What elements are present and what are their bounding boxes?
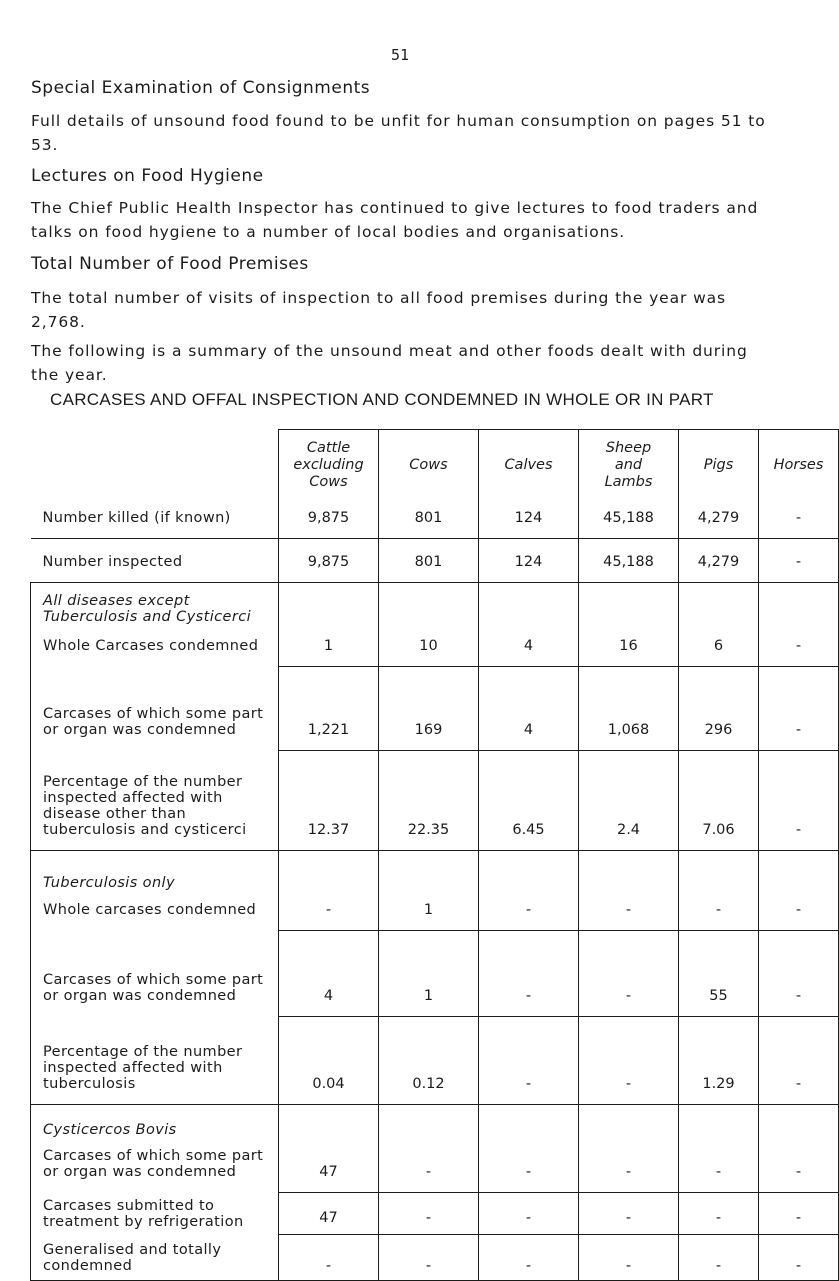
tb-whole-cows: 1: [379, 850, 479, 930]
carcases-table: [30, 429, 839, 1281]
all-whole-horses: -: [759, 583, 839, 667]
col-header-horses: Horses: [773, 457, 824, 473]
all-percent-cows: 22.35: [379, 750, 479, 850]
cyst-part-sheep: -: [579, 1104, 679, 1192]
killed-sheep: 45,188: [603, 510, 654, 526]
all-part-cattle: 1,221: [279, 666, 379, 750]
table-row-inspected: [31, 539, 839, 583]
tb-percent-cows: 0.12: [379, 1016, 479, 1104]
all-part-pigs: 296: [679, 666, 759, 750]
table-row-killed: [31, 430, 839, 539]
page-number: 51: [390, 46, 410, 64]
tb-percent-label: Percentage of the number inspected affected with tuberculosis: [31, 1016, 279, 1104]
cysticercos-heading: Cysticercos Bovis: [43, 1122, 177, 1138]
tb-whole-calves: -: [479, 850, 579, 930]
tb-part-cattle: 4: [279, 930, 379, 1016]
tb-whole-label: Whole carcases condemned: [43, 902, 257, 918]
tb-percent-sheep: -: [579, 1016, 679, 1104]
all-whole-cattle: 1: [279, 583, 379, 667]
col-horses: [759, 430, 839, 539]
inspected-calves: 124: [479, 539, 579, 583]
cyst-part-calves: -: [479, 1104, 579, 1192]
tb-whole-cell: [31, 850, 279, 930]
tb-part-label: Carcases of which some part or organ was condemned: [31, 930, 279, 1016]
col-header-cattle: Cattle excluding Cows: [293, 440, 364, 490]
cyst-general-pigs: -: [679, 1234, 759, 1280]
col-calves: [479, 430, 579, 539]
col-header-pigs: Pigs: [703, 457, 734, 473]
inspected-pigs: 4,279: [679, 539, 759, 583]
cyst-refrig-label: Carcases submitted to treatment by refrigeration: [31, 1192, 279, 1234]
all-whole-cows: 10: [379, 583, 479, 667]
all-percent-cattle: 12.37: [279, 750, 379, 850]
all-part-cows: 169: [379, 666, 479, 750]
killed-cows: 801: [414, 510, 443, 526]
table-row-all-percent: [31, 750, 839, 850]
all-whole-pigs: 6: [679, 583, 759, 667]
tb-part-horses: -: [759, 930, 839, 1016]
tb-whole-horses: -: [759, 850, 839, 930]
all-percent-sheep: 2.4: [579, 750, 679, 850]
food-premises-text: The total number of visits of inspection to all food premises during the year was 2,768.: [31, 289, 727, 331]
col-sheep: [579, 430, 679, 539]
col-header-sheep: Sheep and Lambs: [604, 440, 653, 490]
cyst-part-pigs: -: [679, 1104, 759, 1192]
all-percent-calves: 6.45: [479, 750, 579, 850]
cyst-part-label: Carcases of which some part or organ was condemned: [43, 1148, 264, 1180]
heading-special-examination: Special Examination of Consignments: [31, 78, 371, 98]
table-row-tb-part: [31, 930, 839, 1016]
table-row-cyst-part: [31, 1104, 839, 1192]
tuberculosis-heading: Tuberculosis only: [43, 875, 175, 891]
all-diseases-whole-cell: [31, 583, 279, 667]
special-examination-text: Full details of unsound food found to be unfit for human consumption on pages 51 to 53.: [31, 112, 766, 154]
cyst-refrig-pigs: -: [679, 1192, 759, 1234]
tb-percent-calves: -: [479, 1016, 579, 1104]
inspected-cattle: 9,875: [279, 539, 379, 583]
all-part-horses: -: [759, 666, 839, 750]
all-percent-horses: -: [759, 750, 839, 850]
all-diseases-heading: All diseases except Tuberculosis and Cysticerci: [43, 593, 252, 625]
all-part-sheep: 1,068: [579, 666, 679, 750]
col-pigs: [679, 430, 759, 539]
tb-part-cows: 1: [379, 930, 479, 1016]
tb-percent-horses: -: [759, 1016, 839, 1104]
col-header-cows: Cows: [409, 457, 448, 473]
table-title: CARCASES AND OFFAL INSPECTION AND CONDEMNED IN WHOLE OR IN PART: [50, 390, 714, 409]
inspected-horses: -: [759, 539, 839, 583]
table-row-tb-whole: [31, 850, 839, 930]
table-row-cyst-general: [31, 1234, 839, 1280]
inspected-sheep: 45,188: [579, 539, 679, 583]
all-whole-sheep: 16: [579, 583, 679, 667]
cyst-general-label: Generalised and totally condemned: [31, 1234, 279, 1280]
tb-part-calves: -: [479, 930, 579, 1016]
all-whole-calves: 4: [479, 583, 579, 667]
all-part-label: Carcases of which some part or organ was condemned: [31, 666, 279, 750]
cyst-refrig-cattle: 47: [279, 1192, 379, 1234]
summary-text: The following is a summary of the unsound meat and other foods dealt with during the year.: [31, 342, 748, 384]
table-row-all-whole: [31, 583, 839, 667]
col-cows: [379, 430, 479, 539]
cyst-general-cows: -: [379, 1234, 479, 1280]
heading-lectures: Lectures on Food Hygiene: [31, 166, 264, 186]
cyst-part-cows: -: [379, 1104, 479, 1192]
all-whole-label: Whole Carcases condemned: [43, 638, 259, 654]
killed-pigs: 4,279: [697, 510, 740, 526]
cyst-general-sheep: -: [579, 1234, 679, 1280]
cyst-refrig-sheep: -: [579, 1192, 679, 1234]
inspected-label: Number inspected: [31, 539, 279, 583]
heading-food-premises: Total Number of Food Premises: [31, 254, 309, 274]
cyst-general-horses: -: [759, 1234, 839, 1280]
tb-percent-cattle: 0.04: [279, 1016, 379, 1104]
table-row-all-part: [31, 666, 839, 750]
all-percent-pigs: 7.06: [679, 750, 759, 850]
killed-horses: -: [795, 510, 802, 526]
cyst-part-cell: [31, 1104, 279, 1192]
lectures-text: The Chief Public Health Inspector has continued to give lectures to food traders and talks on food hygiene to a number of local bodies and organisations.: [31, 199, 759, 241]
all-part-calves: 4: [479, 666, 579, 750]
table-row-tb-percent: [31, 1016, 839, 1104]
cyst-refrig-calves: -: [479, 1192, 579, 1234]
cyst-general-calves: -: [479, 1234, 579, 1280]
tb-part-pigs: 55: [679, 930, 759, 1016]
inspected-cows: 801: [379, 539, 479, 583]
cyst-part-horses: -: [759, 1104, 839, 1192]
killed-label: Number killed (if known): [31, 430, 279, 539]
col-cattle: [279, 430, 379, 539]
cyst-general-cattle: -: [279, 1234, 379, 1280]
tb-whole-cattle: -: [279, 850, 379, 930]
killed-cattle: 9,875: [307, 510, 350, 526]
cyst-refrig-horses: -: [759, 1192, 839, 1234]
tb-part-sheep: -: [579, 930, 679, 1016]
tb-whole-pigs: -: [679, 850, 759, 930]
tb-percent-pigs: 1.29: [679, 1016, 759, 1104]
table-row-cyst-refrig: [31, 1192, 839, 1234]
col-header-calves: Calves: [504, 457, 553, 473]
all-percent-label: Percentage of the number inspected affected with disease other than tuberculosis and cysticerci: [31, 750, 279, 850]
cyst-refrig-cows: -: [379, 1192, 479, 1234]
killed-calves: 124: [514, 510, 543, 526]
cyst-part-cattle: 47: [279, 1104, 379, 1192]
tb-whole-sheep: -: [579, 850, 679, 930]
